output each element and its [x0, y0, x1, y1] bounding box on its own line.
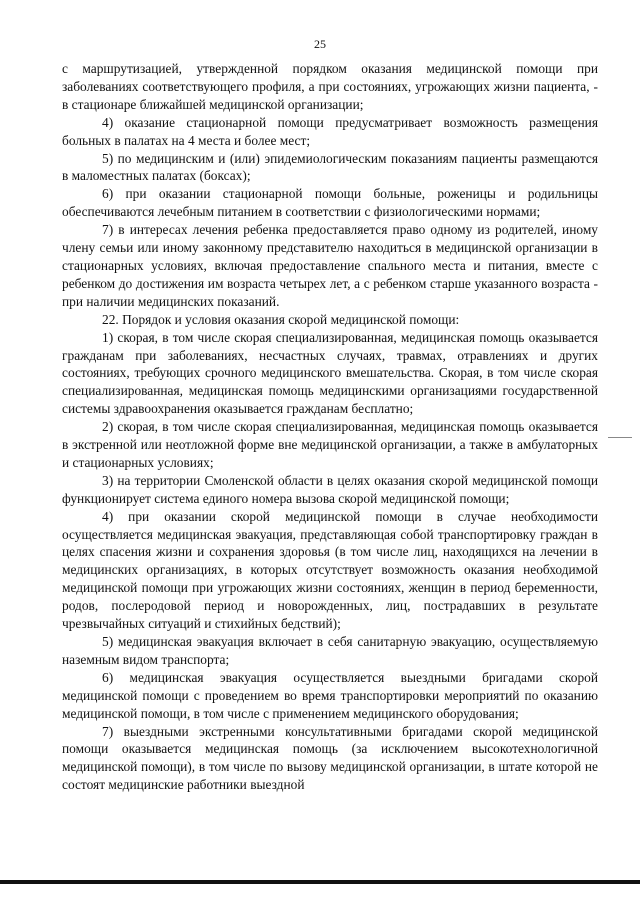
- paragraph: 6) медицинская эвакуация осуществляется выездными бригадами скорой медицинской помощи с проведением во время транспортировки мероприятий по оказанию медицинской помощи, в том числе с применением медицинского оборудования;: [62, 669, 598, 721]
- scan-margin-mark: [608, 437, 632, 438]
- paragraph: 7) в интересах лечения ребенка предоставляется право одному из родителей, иному члену семьи или иному законному представителю находиться в медицинской организации в стационарных условиях, включая предоставление спального места и питания, вместе с ребенком до достижения им возраста четырех лет, а с ребенком старше указанного возраста - при наличии медицинских показаний.: [62, 222, 598, 309]
- paragraph: 2) скорая, в том числе скорая специализированная, медицинская помощь оказывается в экстренной или неотложной форме вне медицинской организации, а также в амбулаторных и стационарных условиях;: [62, 419, 598, 470]
- paragraph: 4) оказание стационарной помощи предусматривает возможность размещения больных в палатах на 4 места и более мест;: [62, 114, 598, 148]
- paragraph: 5) по медицинским и (или) эпидемиологическим показаниям пациенты размещаются в маломестных палатах (боксах);: [62, 150, 598, 184]
- paragraph: 4) при оказании скорой медицинской помощи в случае необходимости осуществляется медицинская эвакуация, представляющая собой транспортировку граждан в целях спасения жизни и сохранения здоровья (в том числе лиц, находящихся на лечении в медицинских организациях, в которых отсутствует возможность оказания необходимой медицинской помощи при угрожающих жизни состояниях, женщин в период беременности, родов, послеродовой период и новорожденных, лиц, пострадавших в результате чрезвычайных ситуаций и стихийных бедствий);: [62, 508, 598, 632]
- paragraph: 7) выездными экстренными консультативными бригадами скорой медицинской помощи оказывается медицинская помощь (за исключением высокотехнологичной медицинской помощи), в том числе по вызову медицинской организации, в штате которой не состоят медицинские работники выездной: [62, 723, 598, 793]
- paragraph: 6) при оказании стационарной помощи больные, роженицы и родильницы обеспечиваются лечебным питанием в соответствии с физиологическими нормами;: [62, 186, 598, 220]
- paragraph: 1) скорая, в том числе скорая специализированная, медицинская помощь оказывается гражданам при заболеваниях, несчастных случаях, травмах, отравлениях и других состояниях, требующих срочного медицинского вмешательства. Скорая, в том числе скорая специализированная, медицинская помощь медицинскими организациями государственной системы здравоохранения оказывается гражданам бесплатно;: [62, 329, 598, 417]
- page-bottom-rule: [0, 880, 640, 884]
- paragraph: 5) медицинская эвакуация включает в себя санитарную эвакуацию, осуществляемую наземным видом транспорта;: [62, 634, 598, 667]
- paragraph: с маршрутизацией, утвержденной порядком оказания медицинской помощи при заболеваниях соответствующего профиля, а при состояниях, угрожающих жизни пациента, - в стационаре ближайшей медицинской организации;: [62, 61, 598, 112]
- page-number: 25: [314, 37, 326, 51]
- document-body: [62, 60, 598, 794]
- paragraph: 22. Порядок и условия оказания скорой медицинской помощи:: [102, 311, 460, 327]
- paragraph: 3) на территории Смоленской области в целях оказания скорой медицинской помощи функционирует система единого номера вызова скорой медицинской помощи;: [62, 472, 598, 506]
